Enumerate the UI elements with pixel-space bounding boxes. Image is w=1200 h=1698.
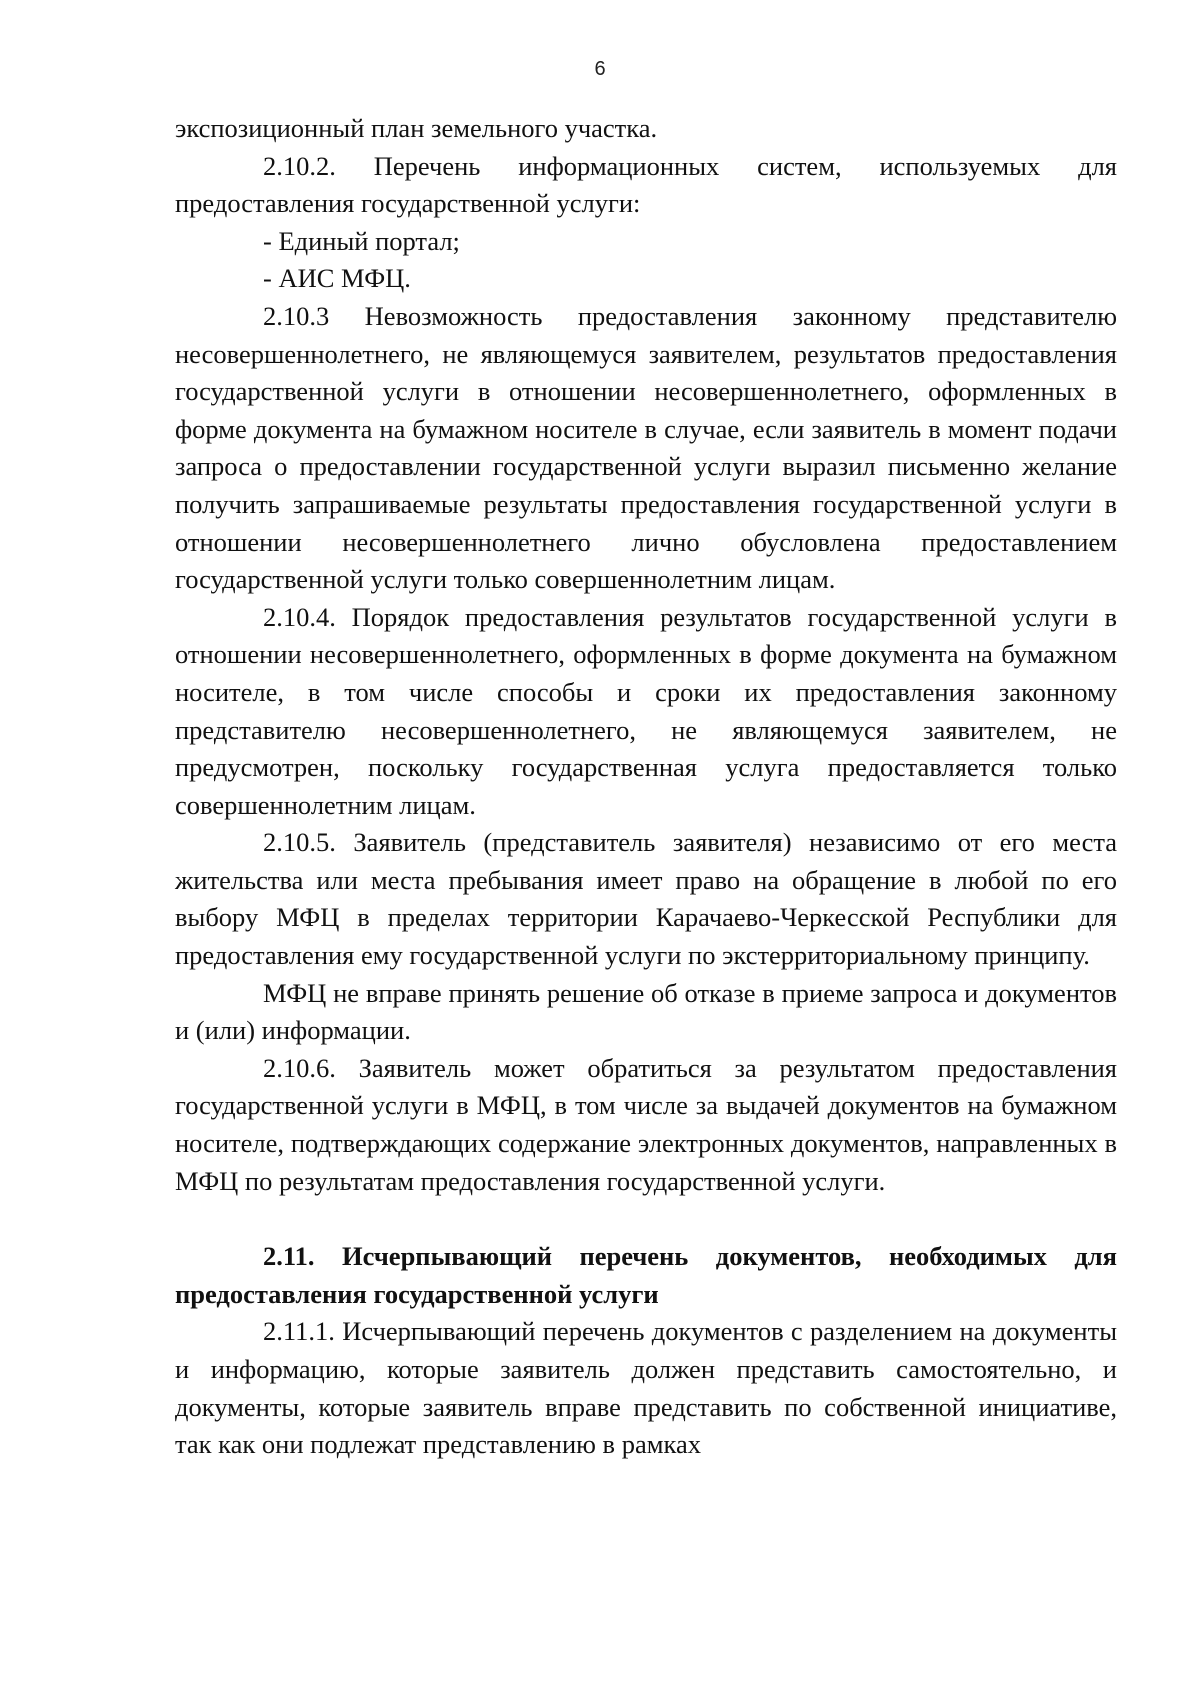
list-item-single-portal: - Единый портал; bbox=[263, 225, 460, 256]
paragraph-mfc-refusal: МФЦ не вправе принять решение об отказе в приеме запроса и документов и (или) информации. bbox=[175, 977, 1117, 1046]
paragraph-2-10-3: 2.10.3 Невозможность предоставления законному представителю несовершеннолетнего, не являющемуся заявителем, результатов предоставления государственной услуги в отношении несовершеннолетнего, оформленных в форме документа на бумажном носителе в случае, если заявитель в момент подачи запроса о предоставлении государственной услуги выразил письменно желание получить запрашиваемые результаты предоставления государственной услуги в отношении несовершеннолетнего лично обусловлена предоставлением государственной услуги только совершеннолетним лицам. bbox=[175, 300, 1117, 595]
paragraph-2-10-2: 2.10.2. Перечень информационных систем, используемых для предоставления государственной услуги: bbox=[175, 150, 1117, 219]
page-number: 6 bbox=[594, 58, 606, 80]
paragraph-continuation: экспозиционный план земельного участка. bbox=[175, 113, 658, 143]
paragraph-2-10-4: 2.10.4. Порядок предоставления результатов государственной услуги в отношении несовершеннолетнего, оформленных в форме документа на бумажном носителе, в том числе способы и сроки их предоставления законному представителю несовершеннолетнего, не являющемуся заявителем, не предусмотрен, поскольку государственная услуга предоставляется только совершеннолетним лицам. bbox=[175, 601, 1117, 820]
document-body bbox=[175, 110, 1117, 1464]
paragraph-2-10-6: 2.10.6. Заявитель может обратиться за результатом предоставления государственной услуги в МФЦ, в том числе за выдачей документов на бумажном носителе, подтверждающих содержание электронных документов, направленных в МФЦ по результатам предоставления государственной услуги. bbox=[175, 1052, 1117, 1196]
list-item-ais-mfc: - АИС МФЦ. bbox=[263, 263, 411, 294]
paragraph-2-11-1: 2.11.1. Исчерпывающий перечень документов с разделением на документы и информацию, которые заявитель должен представить самостоятельно, и документы, которые заявитель вправе представить по собственной инициативе, так как они подлежат представлению в рамках bbox=[175, 1316, 1117, 1460]
section-heading-2-11: 2.11. Исчерпывающий перечень документов, необходимых для предоставления государственной услуги bbox=[175, 1241, 1117, 1309]
paragraph-2-10-5: 2.10.5. Заявитель (представитель заявителя) независимо от его места жительства или места пребывания имеет право на обращение в любой по его выбору МФЦ в пределах территории Карачаево-Черкесской Республики для предоставления ему государственной услуги по экстерриториальному принципу. bbox=[175, 827, 1117, 971]
